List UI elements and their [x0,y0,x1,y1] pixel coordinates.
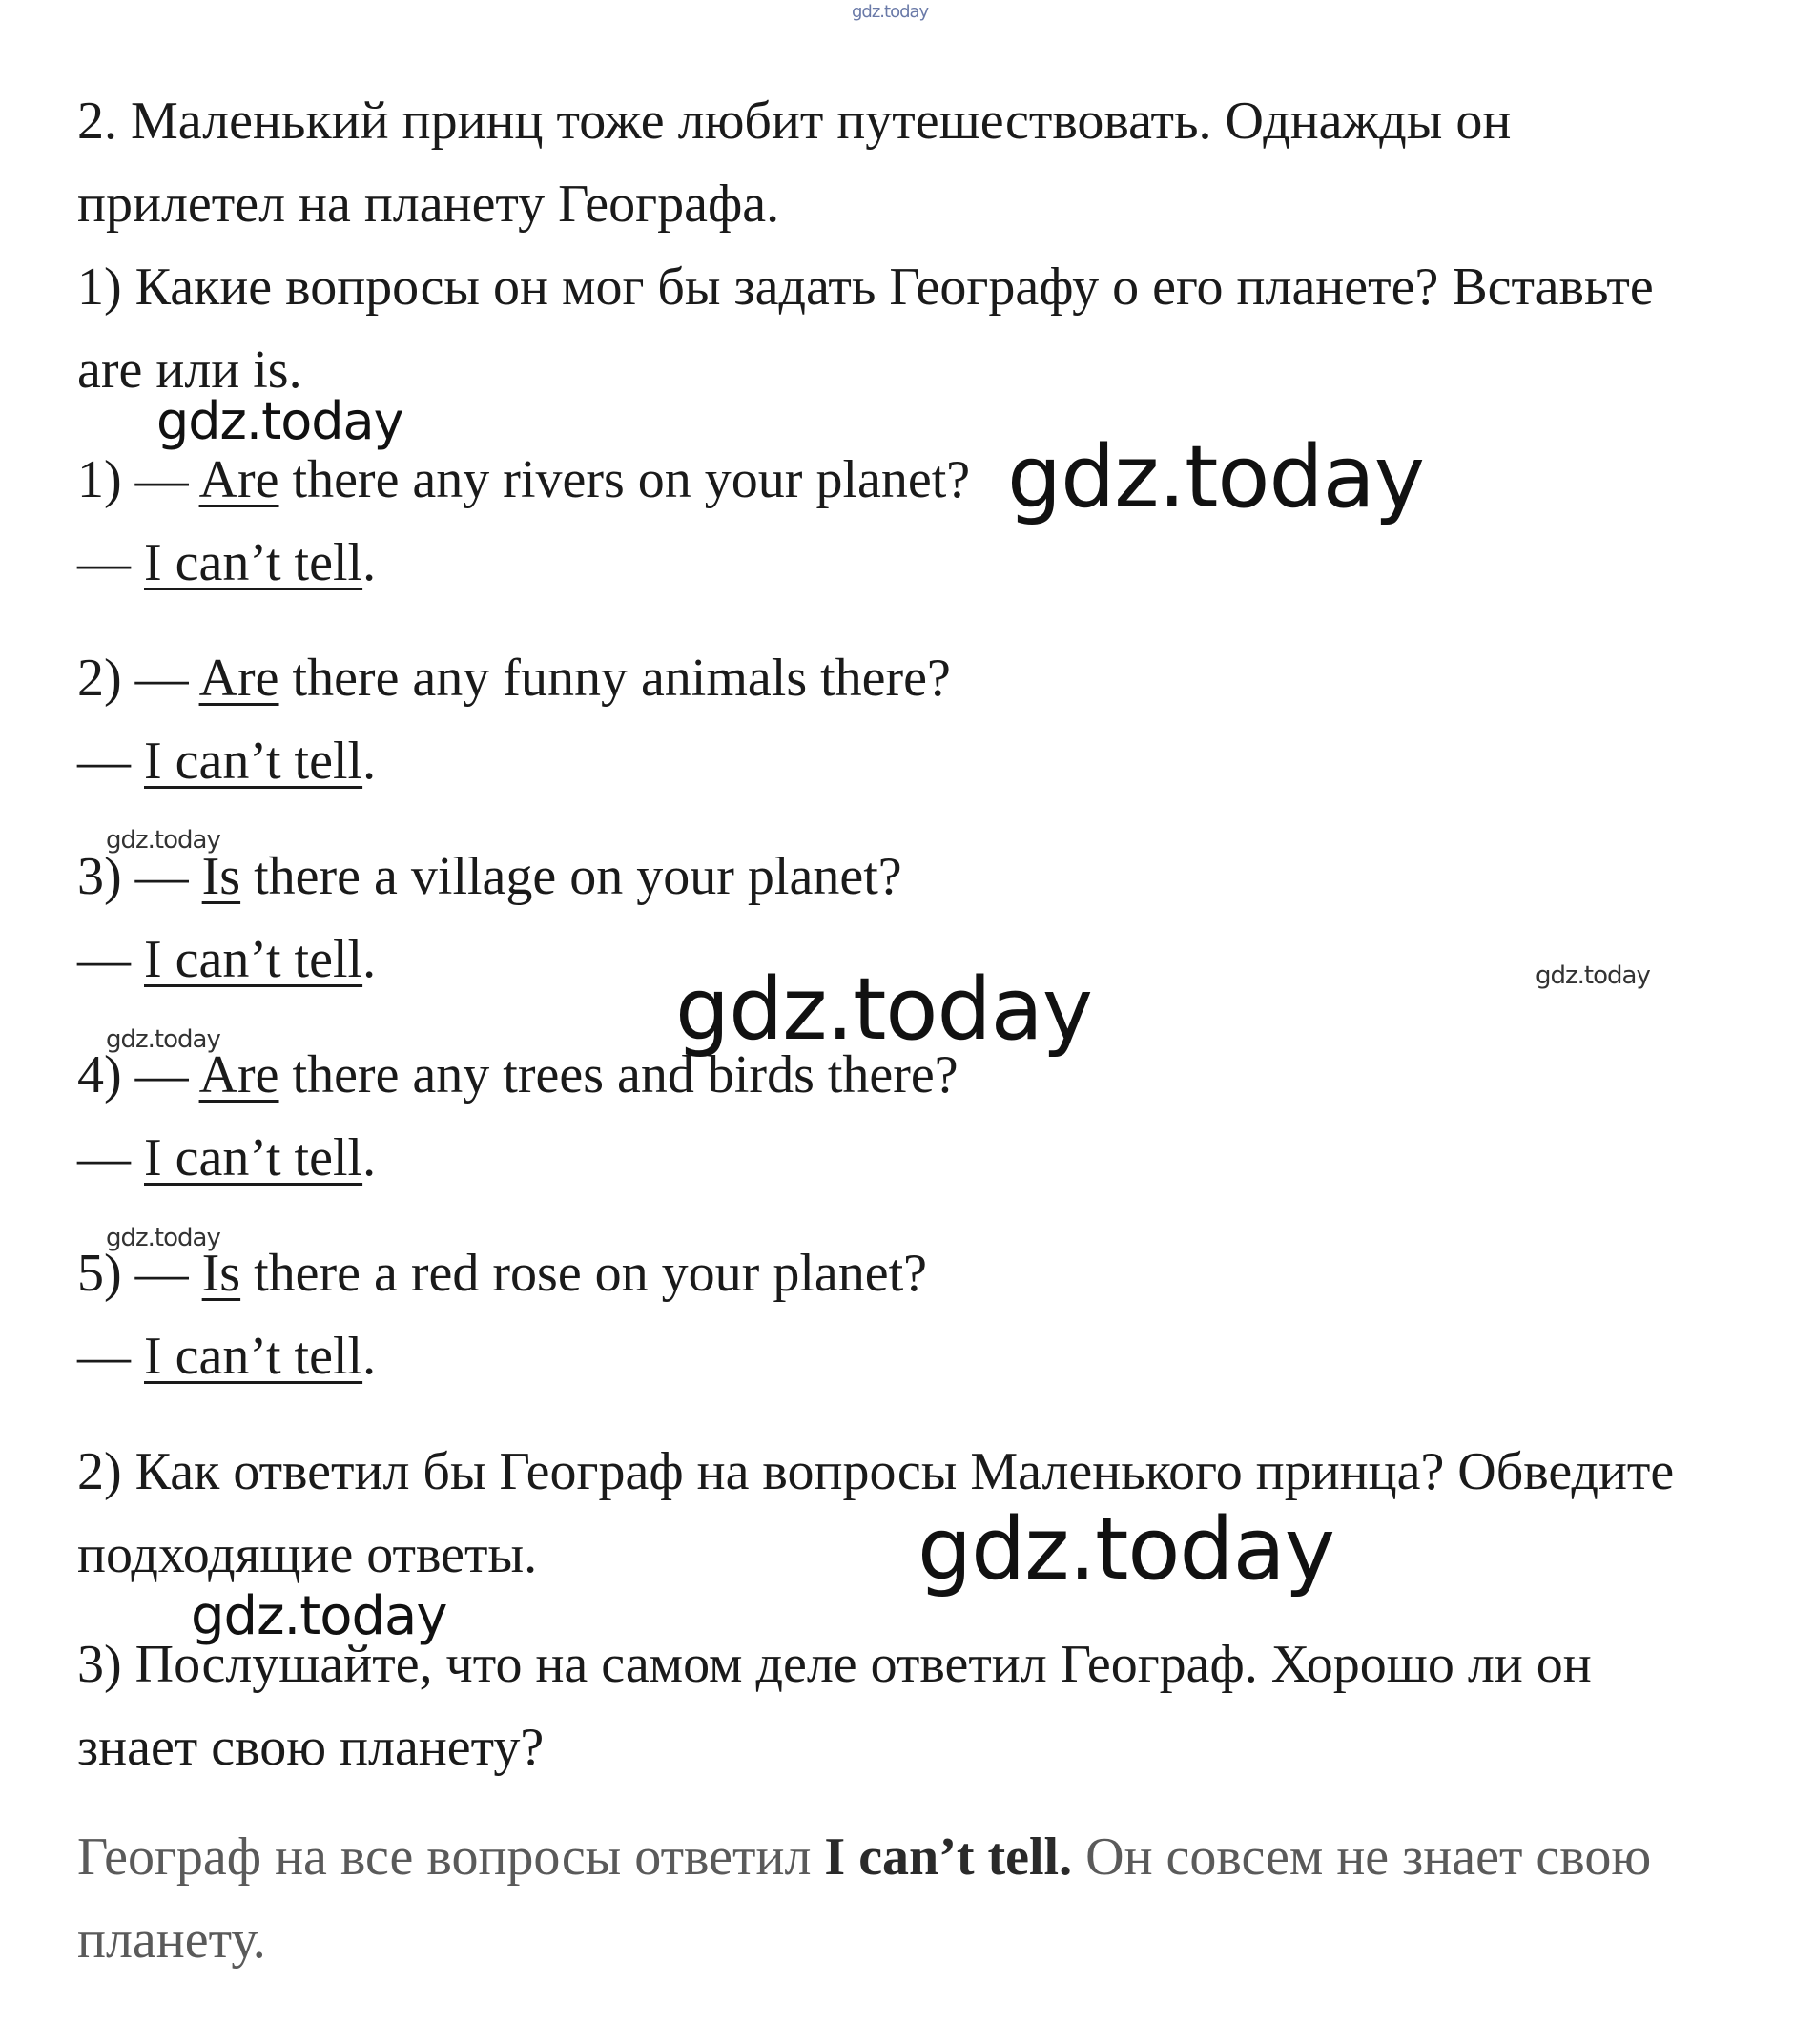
filled-verb: Is [201,1244,241,1303]
reply-text: I can’t tell [144,533,363,592]
question-1 [77,439,1756,522]
answer-line2: планету. [77,1910,266,1970]
reply-dash: — [77,930,144,989]
reply-dash: — [77,732,144,791]
watermark-1: gdz.today [156,391,403,451]
question-text: there a village on your planet? [240,847,902,906]
reply-end: . [362,1327,377,1386]
question-number: 4) — [77,1045,199,1105]
answer-after: Он совсем не знает свою [1072,1827,1652,1887]
watermark-8: gdz.today [918,1499,1335,1600]
reply-5 [77,1315,1756,1398]
reply-2 [77,720,1756,803]
reply-text: I can’t tell [144,1128,363,1187]
subtask3-line1: 3) Послушайте, что на самом деле ответил Географ. Хорошо ли он [77,1635,1592,1694]
watermark-5: gdz.today [1536,961,1650,990]
filled-verb: Are [198,1045,279,1105]
question-number: 3) — [77,847,202,906]
filled-verb: Is [201,847,241,906]
subtask1-line2: are или is. [77,341,302,400]
reply-dash: — [77,533,144,592]
reply-dash: — [77,1128,144,1187]
reply-dash: — [77,1327,144,1386]
watermark-9: gdz.today [191,1585,447,1647]
question-3 [77,836,1756,919]
question-text: there any rivers on your planet? [278,450,971,509]
watermark-6: gdz.today [106,1025,220,1054]
question-text: there any funny animals there? [278,649,951,708]
reply-text: I can’t tell [144,1327,363,1386]
answer-before: Географ на все вопросы ответил [77,1827,825,1887]
question-text: there a red rose on your planet? [240,1244,928,1303]
reply-end: . [362,732,377,791]
question-number: 5) — [77,1244,202,1303]
watermark-7: gdz.today [106,1224,220,1252]
subtask2-line2: подходящие ответы. [77,1525,538,1584]
question-number: 2) — [77,649,199,708]
answer-line1 [77,1816,1756,1899]
subtask2-line1: 2) Как ответил бы Географ на вопросы Маленького принца? Обведите [77,1442,1675,1501]
reply-end: . [362,533,377,592]
question-text: there any trees and birds there? [278,1045,959,1105]
reply-4 [77,1117,1756,1200]
reply-end: . [362,930,377,989]
watermark-top: gdz.today [852,2,929,22]
reply-end: . [362,1128,377,1187]
reply-1 [77,522,1756,605]
watermark-4: gdz.today [675,960,1093,1060]
question-number: 1) — [77,450,199,509]
filled-verb: Are [198,649,279,708]
question-2 [77,637,1756,720]
watermark-3: gdz.today [106,826,220,855]
subtask1-line1: 1) Какие вопросы он мог бы задать Географу о его планете? Вставьте [77,258,1654,317]
task-intro-line2: прилетел на планету Географа. [77,175,780,234]
watermark-2: gdz.today [1007,427,1425,527]
task-intro-line1: 2. Маленький принц тоже любит путешествовать. Однажды он [77,92,1512,151]
reply-text: I can’t tell [144,930,363,989]
answer-bold: I can’t tell. [824,1827,1073,1887]
question-5 [77,1232,1756,1315]
subtask3-line2: знает свою планету? [77,1718,545,1777]
filled-verb: Are [198,450,279,509]
reply-text: I can’t tell [144,732,363,791]
